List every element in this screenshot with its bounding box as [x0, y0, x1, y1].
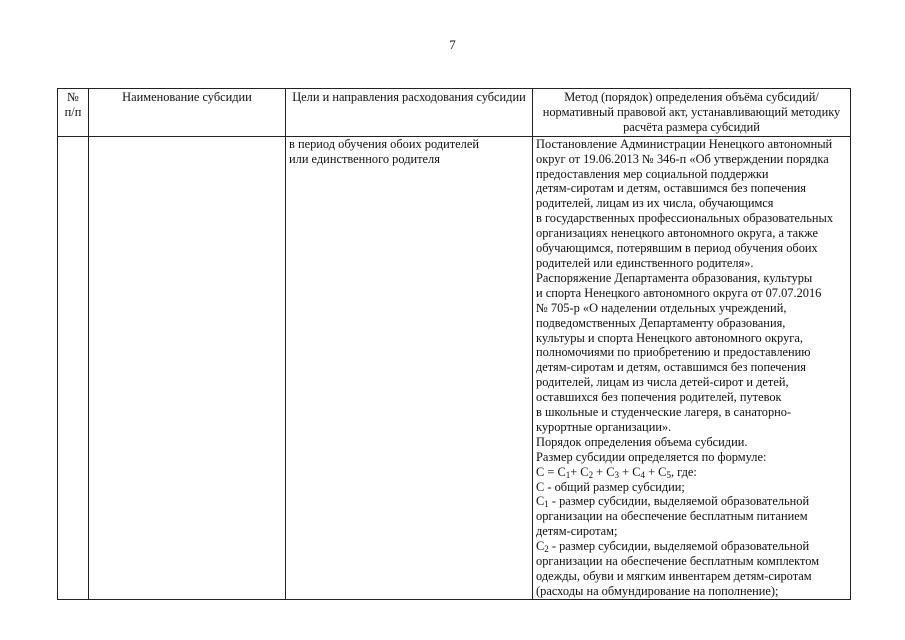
c1-definition-line: детям-сиротам;: [536, 524, 618, 539]
method-line: округ от 19.06.2013 № 346-п «Об утверждении порядка: [536, 151, 829, 166]
page-number: 7: [449, 37, 456, 52]
method-line: культуры и спорта Ненецкого автономного округа,: [536, 330, 803, 345]
method-line: Распоряжение Департамента образования, культуры: [536, 270, 813, 285]
formula-subscript: 5: [666, 469, 671, 480]
c1-text: - размер субсидии, выделяемой образовательной: [548, 494, 810, 509]
formula-subscript: 2: [588, 469, 594, 480]
formula-text: + С: [619, 464, 641, 479]
method-line: организациях ненецкого автономного округа, а также: [536, 226, 819, 241]
c-definition: С - общий размер субсидии;: [536, 479, 685, 494]
c2-subscript: 2: [544, 544, 549, 555]
c1-definition-line: [536, 494, 847, 509]
method-line: в школьные и студенческие лагеря, в санаторно-: [536, 405, 792, 420]
method-line: Порядок определения объема субсидии.: [536, 434, 748, 449]
c2-letter: С: [536, 539, 545, 554]
header-num: № п/п: [58, 89, 89, 137]
formula-subscript: 4: [640, 469, 645, 480]
method-line: № 705-р «О наделении отдельных учреждений,: [536, 300, 787, 315]
formula-text: + С: [644, 464, 667, 479]
formula-text: + С: [570, 464, 589, 479]
formula-text: С = С: [536, 464, 566, 479]
method-line: родителей, лицам из числа детей-сирот и детей,: [536, 375, 789, 390]
method-line: Постановление Администрации Ненецкого автономный: [536, 136, 833, 151]
c2-definition-line: (расходы на обмундирование на пополнение);: [536, 583, 779, 598]
formula-text: , где:: [670, 464, 697, 479]
table-header-row: [58, 89, 851, 137]
method-line: родителей или единственного родителя».: [536, 255, 754, 270]
formula-text: + С: [593, 464, 615, 479]
cell-subsidy-name: [89, 136, 286, 599]
goals-line: в период обучения обоих родителей: [289, 136, 479, 151]
method-line: родителей, лицам из их числа, обучающимся: [536, 196, 774, 211]
c1-letter: С: [536, 494, 545, 509]
cell-goals: [286, 136, 533, 599]
formula-subscript: 1: [565, 469, 571, 480]
method-line: оставшихся без попечения родителей, путевок: [536, 390, 782, 405]
method-line: детям-сиротам и детям, оставшимся без попечения: [536, 181, 806, 196]
method-line: детям-сиротам и детям, оставшимся без попечения: [536, 360, 806, 375]
table-row: [58, 136, 851, 599]
method-line: Размер субсидии определяется по формуле:: [536, 449, 767, 464]
c2-definition-line: организации на обеспечение бесплатным комплектом: [536, 554, 820, 569]
c2-definition-line: [536, 539, 847, 554]
c2-text: - размер субсидии, выделяемой образовательной: [548, 539, 810, 554]
method-line: курортные организации».: [536, 419, 672, 434]
method-line: в государственных профессиональных образовательных: [536, 211, 834, 226]
method-line: обучающимся, потерявшим в период обучения обоих: [536, 241, 818, 256]
c1-subscript: 1: [544, 499, 549, 510]
goals-line: или единственного родителя: [289, 151, 440, 166]
c2-definition-line: одежды, обуви и мягким инвентарем детям-сиротам: [536, 569, 812, 583]
method-line: подведомственных Департаменту образования,: [536, 315, 786, 330]
header-method: Метод (порядок) определения объёма субсидий/нормативный правовой акт, устанавливающий методику расчёта размера субсидий: [533, 89, 851, 137]
cell-method: [533, 136, 851, 599]
method-line: предоставления мер социальной поддержки: [536, 166, 769, 181]
header-subsidy-name: Наименование субсидии: [89, 89, 286, 137]
header-goals: Цели и направления расходования субсидии: [286, 89, 533, 137]
subsidy-table: [57, 88, 851, 600]
formula-line: [536, 465, 847, 480]
formula-subscript: 3: [614, 469, 620, 480]
c1-definition-line: организации на обеспечение бесплатным питанием: [536, 509, 808, 524]
cell-num: [58, 136, 89, 599]
method-line: полномочиями по приобретению и предоставлению: [536, 345, 811, 360]
method-line: и спорта Ненецкого автономного округа от 07.07.2016: [536, 285, 822, 300]
